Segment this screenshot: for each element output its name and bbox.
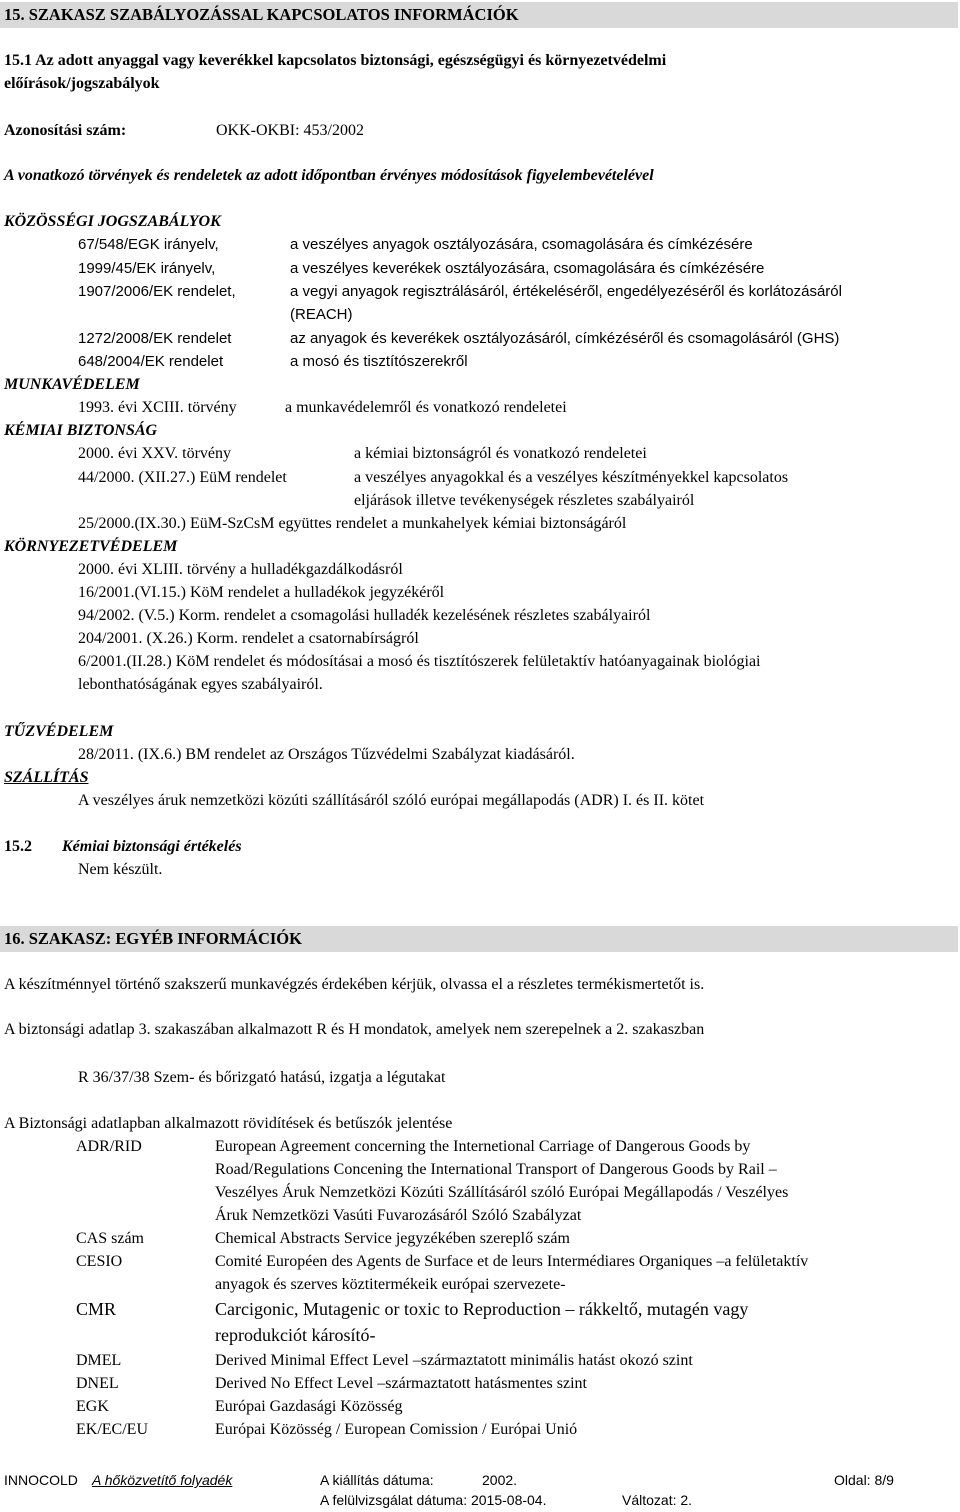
eu-ref: 67/548/EGK irányelv, xyxy=(78,236,219,253)
footer-company: INNOCOLD xyxy=(4,1472,78,1488)
subsection-15-2-number: 15.2 xyxy=(4,838,32,855)
abbr-def: Áruk Nemzetközi Vasúti Fuvarozásáról Szóló Szabályzat xyxy=(215,1207,582,1224)
abbr-def: Road/Regulations Concening the International Transport of Dangerous Goods by Rail – xyxy=(215,1161,777,1178)
abbr-def: Carcigonic, Mutagenic or toxic to Reproduction – rákkeltő, mutagén vagy xyxy=(215,1299,749,1319)
chem-ref: 44/2000. (XII.27.) EüM rendelet xyxy=(78,469,287,486)
abbr-def: anyagok és szerves köztitermékeik európai szervezete- xyxy=(215,1276,566,1293)
work-ref: 1993. évi XCIII. törvény xyxy=(78,399,237,416)
section-16-paragraph: A készítménnyel történő szakszerű munkavégzés érdekében kérjük, olvassa el a részletes termékismertetőt is. xyxy=(4,976,705,993)
abbr-term: CMR xyxy=(76,1299,117,1319)
transport-heading: SZÁLLÍTÁS xyxy=(4,769,89,786)
chem-desc-cont: eljárások illetve tevékenységek részletes szabályairól xyxy=(354,492,695,509)
env-item: 2000. évi XLIII. törvény a hulladékgazdálkodásról xyxy=(78,561,403,578)
eu-heading: KÖZÖSSÉGI JOGSZABÁLYOK xyxy=(4,213,221,230)
env-item-cont: lebonthatóságának egyes szabályairól. xyxy=(78,676,323,693)
chem-heading: KÉMIAI BIZTONSÁG xyxy=(4,422,158,439)
chem-ref: 2000. évi XXV. törvény xyxy=(78,445,232,462)
eu-desc: az anyagok és keverékek osztályozásáról, címkézéséről és csomagolásáról (GHS) xyxy=(290,330,840,347)
section-16-paragraph: A biztonsági adatlap 3. szakaszában alkalmazott R és H mondatok, amelyek nem szerepelnek a 2. szakaszban xyxy=(4,1021,705,1038)
chem-extra: 25/2000.(IX.30.) EüM-SzCsM együttes rendelet a munkahelyek kémiai biztonságáról xyxy=(78,515,627,532)
abbr-def: Veszélyes Áruk Nemzetközi Közúti Szállításáról szóló Európai Megállapodás / Veszélyes xyxy=(215,1184,789,1201)
fire-heading: TŰZVÉDELEM xyxy=(4,723,114,740)
section-15-title: 15. SZAKASZ SZABÁLYOZÁSSAL KAPCSOLATOS INFORMÁCIÓK xyxy=(4,5,519,24)
id-label: Azonosítási szám: xyxy=(4,122,127,139)
id-value: OKK-OKBI: 453/2002 xyxy=(216,122,364,139)
abbr-def: Európai Gazdasági Közösség xyxy=(215,1398,403,1415)
footer-page-number: Oldal: 8/9 xyxy=(834,1472,894,1488)
eu-desc-cont: (REACH) xyxy=(290,306,353,323)
transport-item: A veszélyes áruk nemzetközi közúti szállításáról szóló európai megállapodás (ADR) I. és II. kötet xyxy=(78,792,705,809)
abbr-term: DMEL xyxy=(76,1352,122,1369)
abbr-def: Derived No Effect Level –származtatott hatásmentes szint xyxy=(215,1375,587,1392)
work-heading: MUNKAVÉDELEM xyxy=(4,376,140,393)
footer-review-date: A felülvizsgálat dátuma: 2015-08-04. xyxy=(320,1492,547,1508)
subsection-15-1-line1: 15.1 Az adott anyaggal vagy keverékkel kapcsolatos biztonsági, egészségügyi és környezetvédelmi xyxy=(4,52,667,69)
abbr-def: Comité Européen des Agents de Surface et de leurs Intermédiares Organiques –a felületaktív xyxy=(215,1253,809,1270)
abbr-term: CAS szám xyxy=(76,1230,144,1247)
abbr-term: ADR/RID xyxy=(76,1138,142,1155)
eu-desc: a veszélyes anyagok osztályozására, csomagolására és címkézésére xyxy=(290,236,753,253)
section-15-header xyxy=(0,2,958,28)
chem-desc: a kémiai biztonságról és vonatkozó rendeletei xyxy=(354,445,647,462)
abbr-term: EK/EC/EU xyxy=(76,1421,148,1438)
abbr-def: Európai Közösség / European Comission / Európai Unió xyxy=(215,1421,578,1438)
abbr-heading: A Biztonsági adatlapban alkalmazott rövidítések és betűszók jelentése xyxy=(4,1115,453,1132)
eu-ref: 648/2004/EK rendelet xyxy=(78,353,224,370)
eu-desc: a veszélyes keverékek osztályozására, csomagolására és címkézésére xyxy=(290,260,765,277)
chem-desc: a veszélyes anyagokkal és a veszélyes készítményekkel kapcsolatos xyxy=(354,469,789,486)
env-item: 204/2001. (X.26.) Korm. rendelet a csatornabírságról xyxy=(78,630,419,647)
footer-issue-value: 2002. xyxy=(482,1472,518,1488)
env-heading: KÖRNYEZETVÉDELEM xyxy=(4,538,178,555)
env-item: 6/2001.(II.28.) KöM rendelet és módosításai a mosó és tisztítószerek felületaktív hatóanyagainak biológiai xyxy=(78,653,761,670)
footer-version: Változat: 2. xyxy=(622,1492,693,1508)
r-phrase: R 36/37/38 Szem- és bőrizgató hatású, izgatja a légutakat xyxy=(78,1069,446,1086)
env-item: 16/2001.(VI.15.) KöM rendelet a hulladékok jegyzékéről xyxy=(78,584,445,601)
footer-product: A hőközvetítő folyadék xyxy=(92,1472,233,1488)
eu-ref: 1907/2006/EK rendelet, xyxy=(78,283,236,300)
abbr-term: DNEL xyxy=(76,1375,119,1392)
env-item: 94/2002. (V.5.) Korm. rendelet a csomagolási hulladék kezelésének részletes szabályairól xyxy=(78,607,651,624)
subsection-15-2-title: Kémiai biztonsági értékelés xyxy=(62,838,242,855)
subsection-15-2-value: Nem készült. xyxy=(78,861,163,878)
eu-desc: a vegyi anyagok regisztrálásáról, értékeléséről, engedélyezéséről és korlátozásáról xyxy=(290,283,842,300)
abbr-def: European Agreement concerning the Internetional Carriage of Dangerous Goods by xyxy=(215,1138,751,1155)
eu-ref: 1999/45/EK irányelv, xyxy=(78,260,216,277)
eu-ref: 1272/2008/EK rendelet xyxy=(78,330,232,347)
laws-heading: A vonatkozó törvények és rendeletek az adott időpontban érvényes módosítások figyelembevételével xyxy=(4,167,654,184)
work-desc: a munkavédelemről és vonatkozó rendeletei xyxy=(285,399,567,416)
abbr-def: Derived Minimal Effect Level –származtatott minimális hatást okozó szint xyxy=(215,1352,693,1369)
eu-desc: a mosó és tisztítószerekről xyxy=(290,353,468,370)
abbr-def: reprodukciót károsító- xyxy=(215,1325,376,1345)
subsection-15-1-line2: előírások/jogszabályok xyxy=(4,75,160,92)
section-16-header xyxy=(0,926,958,952)
section-16-title: 16. SZAKASZ: EGYÉB INFORMÁCIÓK xyxy=(4,929,302,948)
footer-issue-label: A kiállítás dátuma: xyxy=(320,1472,434,1488)
fire-item: 28/2011. (IX.6.) BM rendelet az Országos Tűzvédelmi Szabályzat kiadásáról. xyxy=(78,746,575,763)
abbr-term: EGK xyxy=(76,1398,109,1415)
abbr-term: CESIO xyxy=(76,1253,123,1270)
abbr-def: Chemical Abstracts Service jegyzékében szereplő szám xyxy=(215,1230,570,1247)
